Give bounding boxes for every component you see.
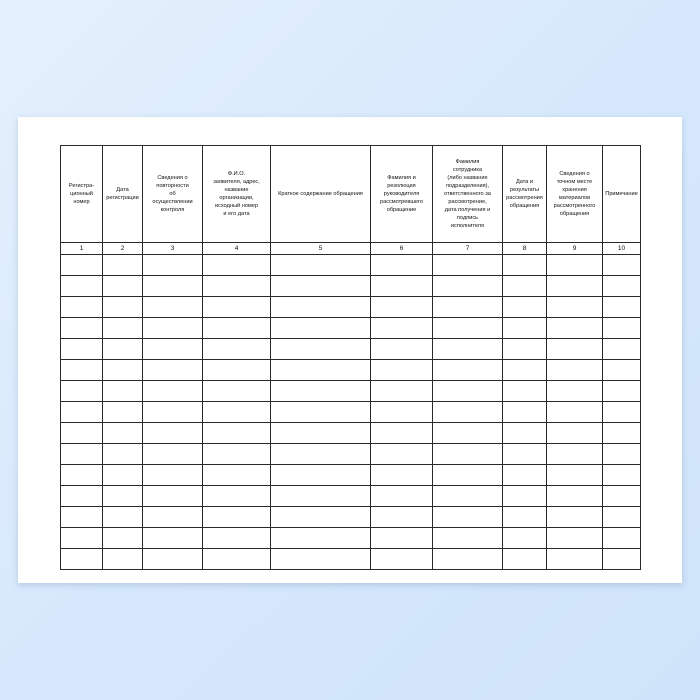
table-cell[interactable] — [143, 423, 203, 444]
table-cell[interactable] — [503, 528, 547, 549]
table-cell[interactable] — [61, 528, 103, 549]
table-cell[interactable] — [203, 402, 271, 423]
table-cell[interactable] — [547, 381, 603, 402]
table-cell[interactable] — [271, 360, 371, 381]
table-cell[interactable] — [143, 528, 203, 549]
table-cell[interactable] — [547, 360, 603, 381]
table-cell[interactable] — [203, 297, 271, 318]
table-cell[interactable] — [503, 297, 547, 318]
column-number-4: 4 — [203, 243, 271, 255]
table-cell[interactable] — [203, 507, 271, 528]
column-number-9: 9 — [547, 243, 603, 255]
column-header-responsible-employee: Фамилия сотрудника (либо название подразделения), ответственного за рассмотрение, дата получения и подпись исполнителя — [433, 146, 503, 243]
table-cell[interactable] — [103, 297, 143, 318]
table-cell[interactable] — [61, 507, 103, 528]
table-cell[interactable] — [271, 318, 371, 339]
table-cell[interactable] — [547, 423, 603, 444]
table-cell[interactable] — [61, 297, 103, 318]
table-cell[interactable] — [433, 465, 503, 486]
table-row[interactable] — [61, 339, 641, 360]
table-cell[interactable] — [271, 486, 371, 507]
column-header-registration-date: Дата регистрации — [103, 146, 143, 243]
table-row[interactable] — [61, 276, 641, 297]
table-cell[interactable] — [603, 255, 641, 276]
table-cell[interactable] — [271, 423, 371, 444]
table-cell[interactable] — [143, 339, 203, 360]
table-cell[interactable] — [503, 402, 547, 423]
table-cell[interactable] — [271, 444, 371, 465]
table-cell[interactable] — [103, 381, 143, 402]
table-cell[interactable] — [103, 255, 143, 276]
column-number-10: 10 — [603, 243, 641, 255]
table-cell[interactable] — [103, 276, 143, 297]
column-header-notes: Примечание — [603, 146, 641, 243]
table-body — [61, 243, 641, 570]
table-row[interactable] — [61, 486, 641, 507]
table-cell[interactable] — [203, 528, 271, 549]
table-cell[interactable] — [371, 297, 433, 318]
registration-journal-table-wrapper — [60, 145, 640, 570]
table-cell[interactable] — [603, 549, 641, 570]
table-row[interactable] — [61, 360, 641, 381]
table-cell[interactable] — [143, 255, 203, 276]
column-header-registration-number: Регистра- ционный номер — [61, 146, 103, 243]
table-cell[interactable] — [143, 297, 203, 318]
table-cell[interactable] — [271, 276, 371, 297]
table-cell[interactable] — [143, 318, 203, 339]
table-cell[interactable] — [371, 549, 433, 570]
table-cell[interactable] — [61, 486, 103, 507]
column-number-5: 5 — [271, 243, 371, 255]
table-row[interactable] — [61, 444, 641, 465]
table-cell[interactable] — [503, 423, 547, 444]
table-cell[interactable] — [271, 528, 371, 549]
table-cell[interactable] — [371, 255, 433, 276]
table-cell[interactable] — [433, 255, 503, 276]
table-cell[interactable] — [433, 360, 503, 381]
table-row[interactable] — [61, 297, 641, 318]
registration-journal-table — [60, 145, 641, 570]
table-cell[interactable] — [203, 549, 271, 570]
table-cell[interactable] — [547, 465, 603, 486]
table-cell[interactable] — [503, 339, 547, 360]
table-cell[interactable] — [103, 444, 143, 465]
table-row[interactable] — [61, 528, 641, 549]
table-cell[interactable] — [103, 402, 143, 423]
table-cell[interactable] — [371, 486, 433, 507]
table-cell[interactable] — [547, 528, 603, 549]
table-cell[interactable] — [103, 423, 143, 444]
table-cell[interactable] — [433, 381, 503, 402]
table-cell[interactable] — [433, 444, 503, 465]
table-cell[interactable] — [433, 297, 503, 318]
table-cell[interactable] — [203, 360, 271, 381]
table-cell[interactable] — [547, 402, 603, 423]
table-cell[interactable] — [61, 276, 103, 297]
table-cell[interactable] — [503, 465, 547, 486]
table-cell[interactable] — [203, 318, 271, 339]
table-cell[interactable] — [103, 549, 143, 570]
document-page — [18, 117, 682, 583]
table-cell[interactable] — [61, 339, 103, 360]
column-number-2: 2 — [103, 243, 143, 255]
table-cell[interactable] — [433, 507, 503, 528]
table-cell[interactable] — [143, 549, 203, 570]
table-cell[interactable] — [271, 465, 371, 486]
table-cell[interactable] — [371, 360, 433, 381]
table-cell[interactable] — [103, 507, 143, 528]
table-row[interactable] — [61, 381, 641, 402]
table-cell[interactable] — [271, 297, 371, 318]
table-cell[interactable] — [503, 444, 547, 465]
table-cell[interactable] — [433, 486, 503, 507]
table-cell[interactable] — [503, 360, 547, 381]
column-number-1: 1 — [61, 243, 103, 255]
table-cell[interactable] — [503, 276, 547, 297]
table-cell[interactable] — [203, 339, 271, 360]
table-cell[interactable] — [203, 276, 271, 297]
table-cell[interactable] — [61, 402, 103, 423]
column-header-summary: Краткое содержание обращения — [271, 146, 371, 243]
table-cell[interactable] — [271, 402, 371, 423]
table-cell[interactable] — [371, 423, 433, 444]
table-row[interactable] — [61, 255, 641, 276]
table-cell[interactable] — [547, 507, 603, 528]
table-cell[interactable] — [61, 549, 103, 570]
table-cell[interactable] — [433, 318, 503, 339]
table-cell[interactable] — [503, 318, 547, 339]
table-cell[interactable] — [61, 381, 103, 402]
table-header-row — [61, 146, 641, 243]
table-cell[interactable] — [433, 402, 503, 423]
table-cell[interactable] — [371, 528, 433, 549]
column-number-7: 7 — [433, 243, 503, 255]
table-cell[interactable] — [603, 444, 641, 465]
table-cell[interactable] — [371, 276, 433, 297]
table-cell[interactable] — [271, 255, 371, 276]
table-cell[interactable] — [271, 549, 371, 570]
table-cell[interactable] — [547, 255, 603, 276]
table-cell[interactable] — [143, 507, 203, 528]
table-cell[interactable] — [433, 276, 503, 297]
table-row[interactable] — [61, 549, 641, 570]
table-cell[interactable] — [61, 423, 103, 444]
table-row[interactable] — [61, 507, 641, 528]
table-cell[interactable] — [103, 486, 143, 507]
table-cell[interactable] — [371, 444, 433, 465]
table-cell[interactable] — [547, 549, 603, 570]
table-cell[interactable] — [61, 444, 103, 465]
table-cell[interactable] — [603, 465, 641, 486]
table-cell[interactable] — [143, 402, 203, 423]
table-cell[interactable] — [603, 381, 641, 402]
table-cell[interactable] — [371, 339, 433, 360]
table-cell[interactable] — [61, 255, 103, 276]
table-cell[interactable] — [603, 402, 641, 423]
table-cell[interactable] — [603, 423, 641, 444]
table-cell[interactable] — [547, 444, 603, 465]
table-cell[interactable] — [103, 360, 143, 381]
table-cell[interactable] — [143, 276, 203, 297]
table-cell[interactable] — [603, 297, 641, 318]
table-cell[interactable] — [271, 381, 371, 402]
table-cell[interactable] — [203, 486, 271, 507]
table-cell[interactable] — [503, 549, 547, 570]
table-cell[interactable] — [271, 339, 371, 360]
table-cell[interactable] — [503, 381, 547, 402]
table-cell[interactable] — [603, 339, 641, 360]
table-cell[interactable] — [371, 507, 433, 528]
table-row[interactable] — [61, 465, 641, 486]
column-number-8: 8 — [503, 243, 547, 255]
table-cell[interactable] — [103, 318, 143, 339]
table-cell[interactable] — [103, 528, 143, 549]
table-cell[interactable] — [203, 381, 271, 402]
table-cell[interactable] — [143, 360, 203, 381]
table-cell[interactable] — [603, 486, 641, 507]
table-cell[interactable] — [143, 465, 203, 486]
column-header-repeat-info: Сведения о повторности об осуществлении контроля — [143, 146, 203, 243]
table-row[interactable] — [61, 402, 641, 423]
column-number-3: 3 — [143, 243, 203, 255]
table-row[interactable] — [61, 423, 641, 444]
column-number-6: 6 — [371, 243, 433, 255]
table-cell[interactable] — [103, 339, 143, 360]
table-cell[interactable] — [433, 339, 503, 360]
table-cell[interactable] — [61, 465, 103, 486]
table-cell[interactable] — [203, 465, 271, 486]
table-cell[interactable] — [371, 465, 433, 486]
table-cell[interactable] — [603, 360, 641, 381]
column-header-manager-resolution: Фамилия и резолюция руководителя рассмотревшего обращение — [371, 146, 433, 243]
table-cell[interactable] — [143, 444, 203, 465]
table-row[interactable] — [61, 318, 641, 339]
table-cell[interactable] — [503, 255, 547, 276]
table-cell[interactable] — [547, 486, 603, 507]
table-cell[interactable] — [603, 528, 641, 549]
table-cell[interactable] — [547, 339, 603, 360]
column-header-review-results: Дата и результаты рассмотрения обращения — [503, 146, 547, 243]
table-cell[interactable] — [547, 318, 603, 339]
table-cell[interactable] — [271, 507, 371, 528]
table-cell[interactable] — [203, 255, 271, 276]
column-header-storage-location: Сведения о точном месте хранения материалов рассмотренного обращения — [547, 146, 603, 243]
table-cell[interactable] — [603, 318, 641, 339]
column-number-row — [61, 243, 641, 255]
table-cell[interactable] — [503, 486, 547, 507]
table-cell[interactable] — [371, 381, 433, 402]
table-cell[interactable] — [61, 360, 103, 381]
table-cell[interactable] — [547, 297, 603, 318]
table-cell[interactable] — [143, 381, 203, 402]
table-cell[interactable] — [203, 444, 271, 465]
table-cell[interactable] — [433, 528, 503, 549]
table-cell[interactable] — [547, 276, 603, 297]
table-cell[interactable] — [61, 318, 103, 339]
table-cell[interactable] — [203, 423, 271, 444]
table-cell[interactable] — [371, 402, 433, 423]
table-cell[interactable] — [143, 486, 203, 507]
table-cell[interactable] — [433, 423, 503, 444]
table-cell[interactable] — [603, 276, 641, 297]
table-header — [61, 146, 641, 243]
table-cell[interactable] — [371, 318, 433, 339]
table-cell[interactable] — [603, 507, 641, 528]
table-cell[interactable] — [433, 549, 503, 570]
table-cell[interactable] — [103, 465, 143, 486]
table-cell[interactable] — [503, 507, 547, 528]
column-header-applicant-info: Ф.И.О. заявителя, адрес, название организации, исходный номер и его дата — [203, 146, 271, 243]
